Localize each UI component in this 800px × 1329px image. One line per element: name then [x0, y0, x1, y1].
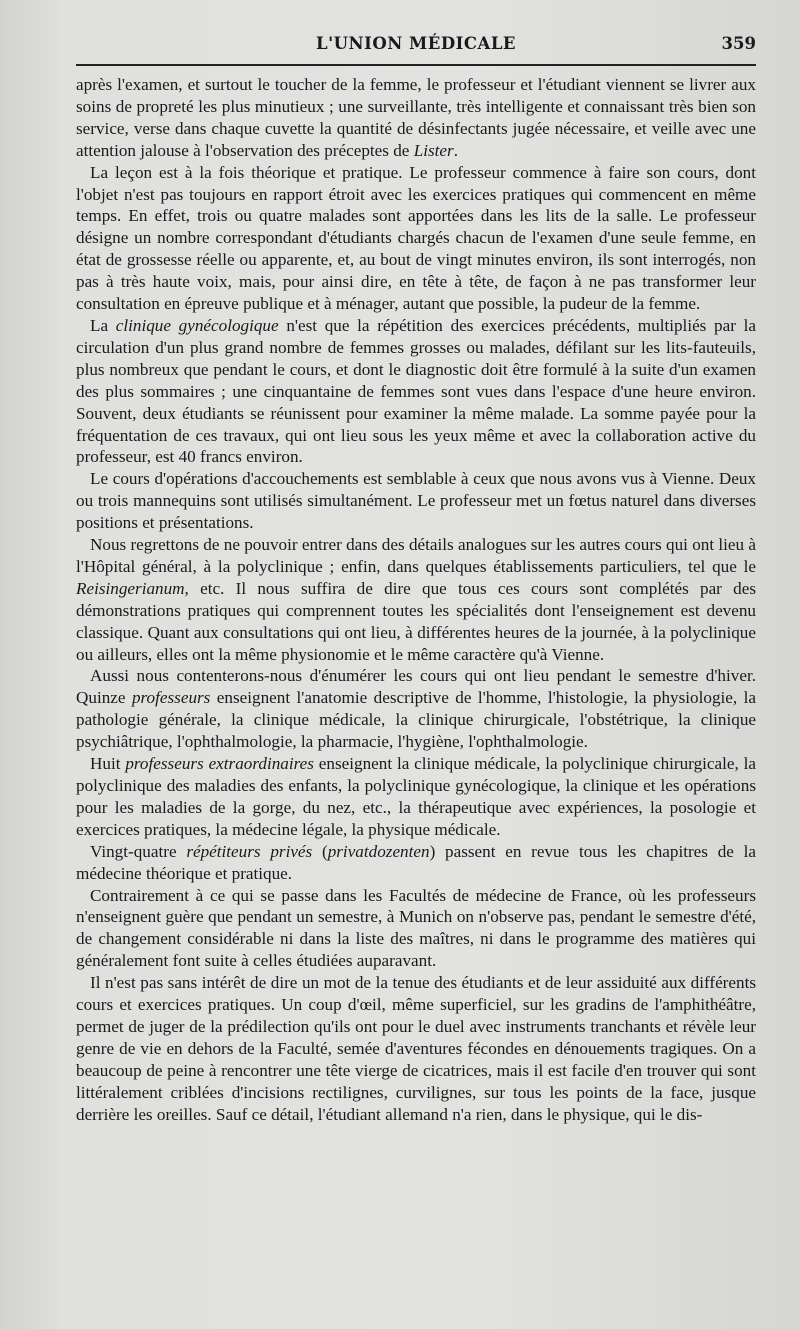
paragraph [76, 753, 756, 841]
text-run: La [90, 315, 116, 335]
paragraph [76, 162, 756, 315]
paragraph [76, 315, 756, 468]
text-run: Contrairement à ce qui se passe dans les Facultés de médecine de France, où les professeurs n'enseignent guère que pendant un semestre, à Munich on n'observe pas, pendant le semestre d'été, de changement considérable ni dans la liste des maîtres, ni dans le programme des matières qui généralement font suite à celles étudiées auparavant. [76, 885, 756, 971]
italic-text: professeurs [131, 688, 211, 708]
paragraph [76, 74, 756, 162]
italic-text: Reisingerianum [76, 578, 185, 598]
text-run: ) passent en revue tous les chapitres de la médecine théorique et pratique. [76, 841, 756, 883]
text-run: , etc. Il nous suffira de dire que tous ces cours sont complétés par des démonstrations pratiques qui comprennent toutes les spécialités dont l'enseignement est devenu classique. Quant aux consultations qui ont lieu, à différentes heures de la journée, à la polyclinique ou ailleurs, elles ont la même physionomie et le même caractère qu'à Vienne. [76, 578, 756, 664]
text-run: Huit [90, 754, 126, 774]
text-run: n'est que la répétition des exercices précédents, multipliés par la circulation d'un plus grand nombre de femmes grosses ou malades, défilant sur les lits-fauteuils, plus nombreux que pendant le cours, et dont le diagnostic doit être formulé à la suite d'un examen des plus sommaires ; une cinquantaine de femmes sont vues dans l'espace d'une heure environ. Souvent, deux étudiants se réunissent pour examiner la même malade. La somme payée pour la fréquentation de ces travaux, qui ont lieu sous les yeux même et avec la collaboration active du professeur, est 40 francs environ. [76, 315, 756, 467]
text-run: La leçon est à la fois théorique et pratique. Le professeur commence à faire son cours, dont l'objet n'est pas toujours en rapport étroit avec les exercices pratiques qui commencent en même temps. En effet, trois ou quatre malades sont apportées dans les lits de la salle. Le professeur désigne un nombre correspondant d'étudiants chargés chacun de l'examen d'une seule femme, en état de grossesse réelle ou apparente, et, au bout de vingt minutes environ, ils sont interrogés, non pas à très haute voix, mais, pour ainsi dire, en tête à tête, de façon à ne pas transformer leur consultation en épreuve publique et à ménager, autant que possible, la pudeur de la femme. [76, 162, 756, 314]
text-run: ( [312, 841, 328, 861]
italic-text: professeurs extraordinaires [125, 754, 314, 774]
body-text [76, 74, 756, 1126]
italic-text: privatdozenten [327, 841, 430, 861]
paragraph [76, 534, 756, 665]
text-run: Aussi nous contenterons-nous d'énumérer les cours qui ont lieu pendant le semestre d'hiver. Quinze [76, 666, 756, 708]
paragraph [76, 468, 756, 534]
text-run: après l'examen, et surtout le toucher de la femme, le professeur et l'étudiant viennent se livrer aux soins de propreté les plus minutieux ; une surveillante, très intelligente et connaissant très bien son service, verse dans chaque cuvette la quantité de désinfectants jugée nécessaire, et veille avec une attention jalouse à l'observation des préceptes de [76, 75, 756, 160]
text-run: enseignent la clinique médicale, la polyclinique chirurgicale, la polyclinique des maladies des enfants, la polyclinique gynécologique, la clinique et les opérations pour les maladies de la gorge, du nez, etc., la thérapeutique avec expériences, la posologie et exercices pratiques, la médecine légale, la physique médicale. [76, 754, 756, 839]
italic-text: répétiteurs privés [186, 841, 313, 861]
text-run: . [453, 140, 459, 160]
paragraph [76, 972, 756, 1125]
italic-text: clinique gynécologique [115, 315, 279, 335]
running-header [76, 30, 756, 66]
text-run: Nous regrettons de ne pouvoir entrer dans des détails analogues sur les autres cours qui ont lieu à l'Hôpital général, à la polyclinique ; enfin, dans quelques établissements particuliers, tel que le [76, 535, 756, 576]
paragraph [76, 841, 756, 885]
text-run: Il n'est pas sans intérêt de dire un mot de la tenue des étudiants et de leur assiduité aux différents cours et exercices pratiques. Un coup d'œil, même superficiel, sur les gradins de l'amphithéâtre, permet de juger de la prédilection qu'ils ont pour le duel avec instruments tranchants et révèle leur genre de vie en dehors de la Faculté, semée d'aventures fécondes en dénouements tragiques. On a beaucoup de peine à rencontrer une tête vierge de cicatrices, mais il est facile d'en trouver qui sont littéralement criblées d'incisions rectilignes, curvilignes, sur tous les points de la face, jusque derrière les oreilles. Sauf ce détail, l'étudiant allemand n'a rien, dans le physique, qui le dis- [76, 973, 756, 1124]
text-run: enseignent l'anatomie descriptive de l'homme, l'histologie, la physiologie, la pathologie générale, la clinique médicale, la clinique chirurgicale, l'obstétrique, la clinique psychiâtrique, l'ophthalmologie, la pharmacie, l'hygiène, l'ophthalmologie. [76, 688, 756, 752]
journal-title: L'UNION MÉDICALE [315, 34, 517, 53]
page-number: 359 [721, 34, 756, 53]
italic-text: Lister [413, 140, 454, 160]
text-run: Vingt-quatre [90, 841, 187, 861]
paragraph [76, 885, 756, 973]
text-run: Le cours d'opérations d'accouchements est semblable à ceux que nous avons vus à Vienne. Deux ou trois mannequins sont utilisés simultanément. Le professeur met un fœtus naturel dans diverses positions et présentations. [76, 469, 756, 533]
paragraph [76, 665, 756, 753]
